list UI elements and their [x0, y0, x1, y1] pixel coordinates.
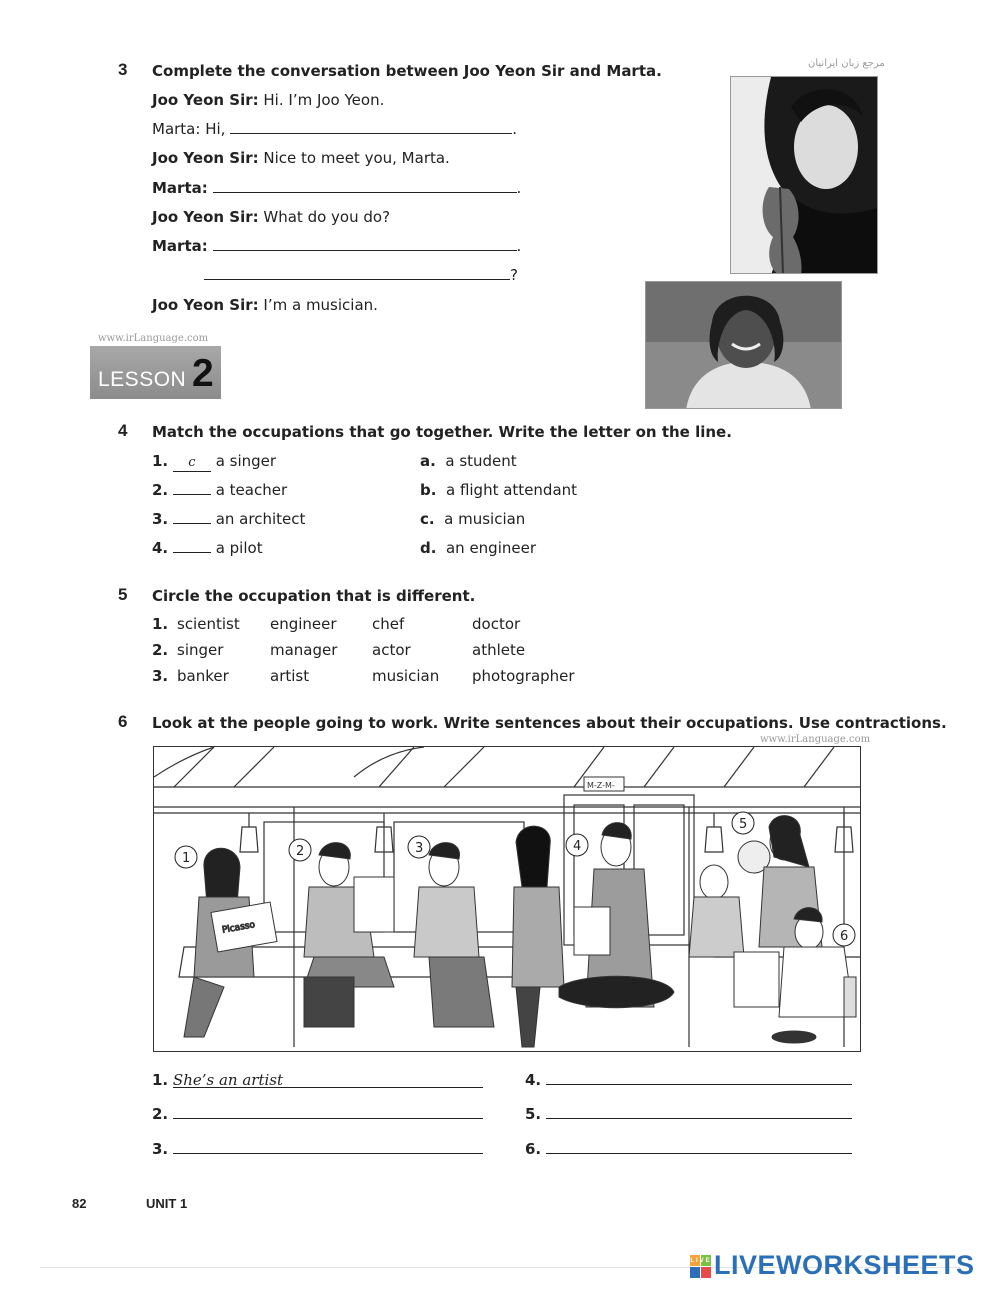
watermark-irlanguage: www.irLanguage.com: [98, 333, 209, 344]
answer-blank[interactable]: [173, 481, 211, 495]
sentence-line: [152, 1140, 483, 1158]
item-number: 4.: [152, 539, 169, 557]
conversation-line: [152, 91, 384, 109]
speaker: Joo Yeon Sir:: [152, 296, 259, 314]
item-text: a pilot: [215, 539, 263, 557]
line-text: I’m a musician.: [263, 296, 378, 314]
ex3-title: Complete the conversation between Joo Yeon Sir and Marta.: [152, 62, 662, 80]
liveworksheets-brand[interactable]: LIVEWORKSHEETS: [714, 1250, 975, 1280]
line-text: Hi,: [205, 120, 226, 138]
item-letter: d.: [420, 539, 437, 557]
answer-blank[interactable]: [173, 1105, 483, 1119]
option-word[interactable]: engineer: [270, 615, 337, 633]
answer-blank[interactable]: [173, 510, 211, 524]
subway-illustration: [153, 746, 861, 1052]
item-text: an architect: [215, 510, 306, 528]
item-number: 2.: [152, 481, 169, 499]
ex5-number: 5: [118, 585, 128, 604]
option-word[interactable]: photographer: [472, 667, 575, 685]
option-word[interactable]: artist: [270, 667, 310, 685]
option-word[interactable]: athlete: [472, 641, 526, 659]
speaker: Marta:: [152, 237, 208, 255]
lesson-number: 2: [192, 352, 214, 395]
ex6-number: 6: [118, 712, 128, 731]
speaker: Marta:: [152, 179, 208, 197]
conversation-line: [152, 208, 390, 226]
photo-marta: [645, 281, 842, 409]
match-item-left: [152, 510, 305, 528]
match-item-right: [420, 510, 525, 528]
sentence-line: [525, 1105, 852, 1123]
ex4-title: Match the occupations that go together. Write the letter on the line.: [152, 423, 732, 441]
item-number: 2.: [152, 1105, 169, 1123]
ex6-title: Look at the people going to work. Write sentences about their occupations. Use contractions.: [152, 714, 947, 732]
circle-row: [152, 667, 612, 689]
item-number: 1.: [152, 452, 169, 470]
match-item-right: [420, 539, 536, 557]
lesson-banner: [90, 346, 221, 399]
person-number: 2: [296, 844, 305, 859]
item-text: a student: [445, 452, 517, 470]
option-word[interactable]: banker: [177, 667, 229, 685]
option-word[interactable]: scientist: [177, 615, 240, 633]
ex3-number: 3: [118, 60, 128, 79]
line-text: What do you do?: [263, 208, 391, 226]
line-end: .: [512, 120, 517, 138]
photo-joo-yeon: [730, 76, 878, 274]
row-number: 3.: [152, 667, 169, 685]
conversation-line: [152, 120, 517, 138]
option-word[interactable]: chef: [372, 615, 405, 633]
match-item-right: [420, 452, 517, 470]
ex5-title: Circle the occupation that is different.: [152, 587, 476, 605]
watermark-persian: مرجع زبان ایرانیان: [808, 58, 885, 69]
option-word[interactable]: manager: [270, 641, 338, 659]
photo-marta-image: [646, 282, 842, 409]
ex4-number: 4: [118, 421, 128, 440]
row-number: 1.: [152, 615, 169, 633]
item-text: an engineer: [445, 539, 537, 557]
person-number: 1: [182, 851, 191, 866]
answer-blank[interactable]: [173, 539, 211, 553]
item-number: 6.: [525, 1140, 542, 1158]
item-number: 3.: [152, 1140, 169, 1158]
answer-blank[interactable]: [230, 120, 512, 134]
speaker: Joo Yeon Sir:: [152, 208, 259, 226]
answer-blank[interactable]: [204, 266, 510, 280]
answer-blank[interactable]: [173, 1140, 483, 1154]
conversation-line: [152, 296, 378, 314]
line-end: .: [516, 237, 522, 255]
answer-blank[interactable]: [546, 1071, 852, 1085]
sentence-line: [152, 1105, 483, 1123]
conversation-line: [204, 266, 518, 284]
person-number: 3: [415, 841, 424, 856]
line-end: ?: [510, 266, 518, 284]
item-number: 3.: [152, 510, 169, 528]
option-word[interactable]: musician: [372, 667, 440, 685]
speaker: Joo Yeon Sir:: [152, 149, 259, 167]
page-number: 82: [72, 1196, 87, 1211]
match-item-left: [152, 452, 276, 472]
conversation-line: [152, 237, 521, 255]
speaker: Marta:: [152, 120, 201, 138]
line-text: Nice to meet you, Marta.: [263, 149, 450, 167]
match-item-left: [152, 539, 263, 557]
sentence-line: [525, 1071, 852, 1089]
item-number: 4.: [525, 1071, 542, 1089]
line-end: .: [516, 179, 522, 197]
item-number: 5.: [525, 1105, 542, 1123]
unit-label: UNIT 1: [146, 1196, 188, 1211]
conversation-line: [152, 149, 450, 167]
item-letter: a.: [420, 452, 436, 470]
item-text: a singer: [215, 452, 277, 470]
photo-joo-yeon-image: [731, 77, 878, 274]
circle-row: [152, 641, 612, 663]
answer-blank[interactable]: c: [173, 458, 211, 472]
answer-blank[interactable]: [546, 1105, 852, 1119]
option-word[interactable]: singer: [177, 641, 224, 659]
person-number: 4: [573, 839, 582, 854]
item-text: a flight attendant: [445, 481, 578, 499]
match-item-right: [420, 481, 577, 499]
answer-blank[interactable]: She’s an artist: [173, 1071, 483, 1088]
line-text: Hi. I’m Joo Yeon.: [263, 91, 385, 109]
match-item-left: [152, 481, 287, 499]
item-letter: c.: [420, 510, 435, 528]
door-sign-text: M-Z-M-: [587, 781, 615, 790]
speaker: Joo Yeon Sir:: [152, 91, 259, 109]
circle-row: [152, 615, 612, 637]
item-number: 1.: [152, 1071, 169, 1089]
logo-mini-text: LIVE: [690, 1258, 712, 1264]
person-number: 5: [739, 817, 748, 832]
item-letter: b.: [420, 481, 437, 499]
sentence-line: [152, 1071, 483, 1089]
row-number: 2.: [152, 641, 169, 659]
item-text: a musician: [444, 510, 526, 528]
option-word[interactable]: doctor: [472, 615, 521, 633]
liveworksheets-logo-icon: [690, 1255, 712, 1279]
answer-blank[interactable]: [546, 1140, 852, 1154]
magazine-title: Picasso: [221, 920, 256, 936]
answer-blank[interactable]: [213, 237, 517, 251]
person-number: 6: [840, 929, 849, 944]
answer-blank[interactable]: [213, 179, 517, 193]
watermark-irlanguage-right: www.irLanguage.com: [760, 734, 871, 745]
lesson-word: LESSON: [98, 368, 187, 391]
conversation-line: [152, 179, 521, 197]
option-word[interactable]: actor: [372, 641, 411, 659]
item-text: a teacher: [215, 481, 288, 499]
subway-scene: [154, 747, 860, 1051]
sentence-line: [525, 1140, 852, 1158]
